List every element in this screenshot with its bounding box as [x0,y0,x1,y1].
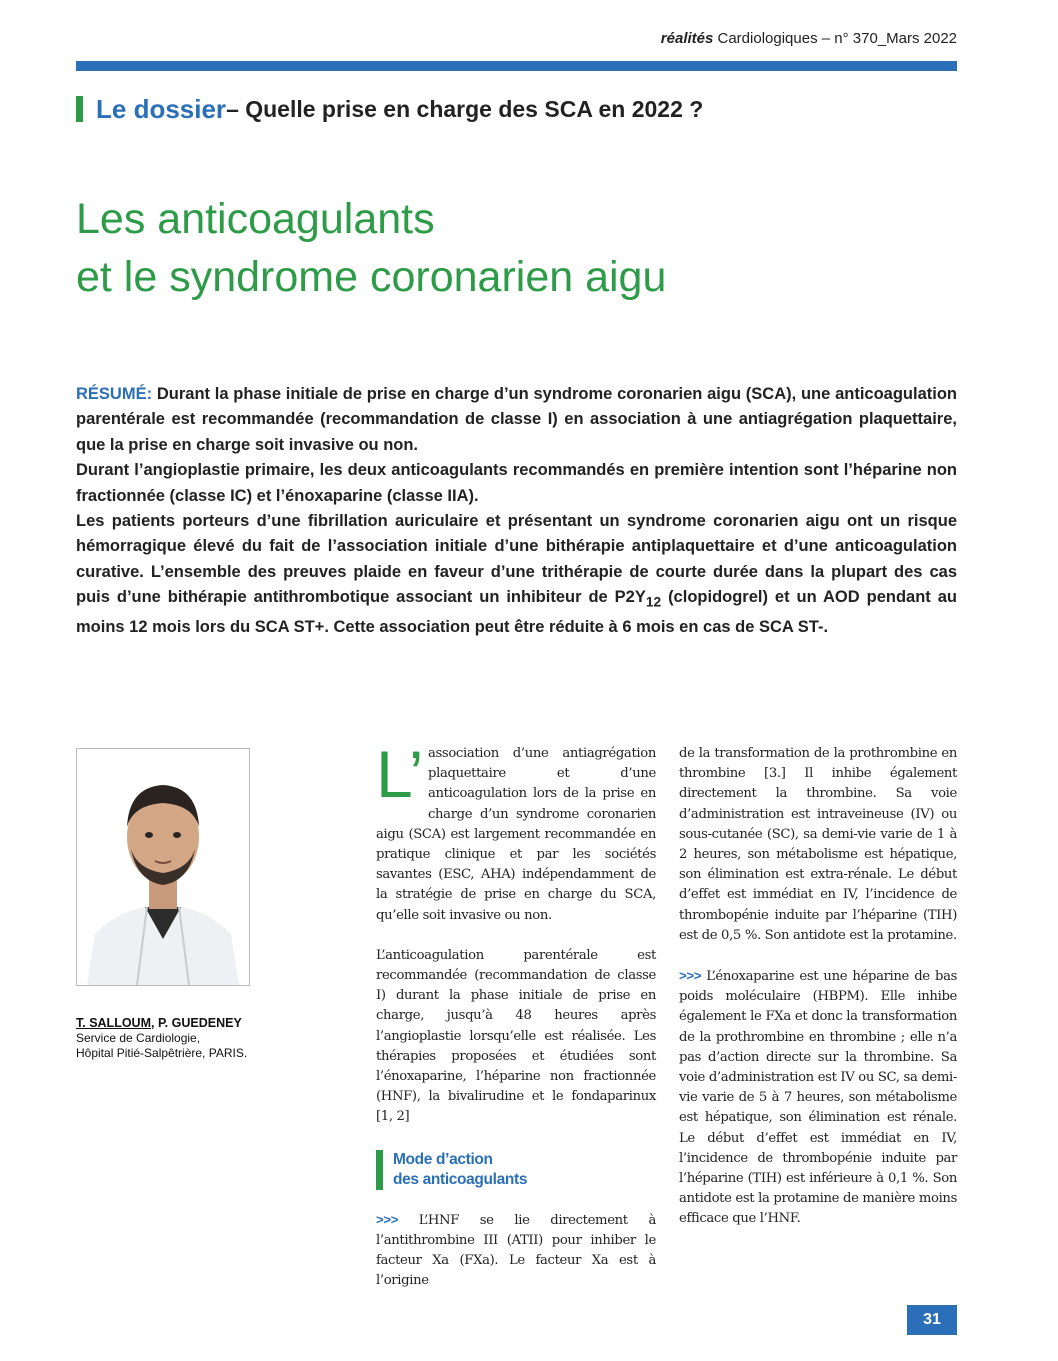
dossier-heading [76,92,703,126]
body-column-2 [679,744,957,1230]
title-line-2: et le syndrome coronarien aigu [76,253,667,301]
abstract-paragraph-1: RÉSUMÉ: Durant la phase initiale de prise en charge d’un syndrome coronarien aigu (SCA), une anticoagulation parentérale est recommandée (recommandation de classe I) en association à une antiagrégation plaquettaire, que la prise en charge soit invasive ou non. [76,385,957,454]
body-paragraph-3b: de la transformation de la prothrombine en thrombine [3.] Il inhibe également directement la thrombine. Sa voie d’administration est intraveineuse (IV) ou sous-cutanée (SC), sa demi-vie varie de 1 à 2 heures, son métabolisme est hépatique, son élimination est extra-rénale. Le début d’effet est immédiat en IV, l’incidence de thrombopénie induite par l’héparine (TIH) est de 0,5 %. Son antidote est la protamine. [679,746,957,943]
journal-name: réalités [660,30,714,47]
author-2: P. GUEDENEY [157,1016,242,1030]
arrow-marker: >>> [679,968,702,984]
abstract-paragraph-3: Les patients porteurs d’une fibrillation auriculaire et présentant un syndrome coronarien aigu ont un risque hémorragique élevé du fait de l’association initiale d’une bithérapie antiplaquettaire et d’une anticoagulation curative. L’ensemble des preuves plaide en faveur d’une trithérapie de courte durée dans la plupart des cas puis d’une bithérapie antithrombotique associant un inhibiteur de $P2Y_{12}$ (clopidogrel) et un AOD pendant au moins 12 mois lors du SCA ST+. Cette association peut être réduite à 6 mois en cas de SCA ST-. [76,512,957,636]
title-line-1: Les anticoagulants [76,195,435,243]
section-marker [376,1150,383,1190]
author-block [76,1016,247,1061]
drop-cap: L’ [376,737,424,811]
body-paragraph-2: L’anticoagulation parentérale est recommandée (recommandation de classe I) durant la phase initiale de prise en charge, jusqu’à 48 heures après l’angioplastie lorsqu’elle est réalisée. Les thérapies proposées et étudiées sont l’énoxaparine, l’héparine non fractionnée (HNF), la bivalirudine et le fondaparinux [1, 2] [376,947,656,1125]
body-paragraph-4: >>> L’énoxaparine est une héparine de bas poids moléculaire (HBPM). Elle inhibe également le FXa et donc la transformation de la prothrombine en thrombine ; elle n’a pas d’action directe sur la thrombine. Sa voie d’administration est IV ou SC, sa demi-vie varie de 5 à 7 heures, son métabolisme est hépatique, son élimination est rénale. Le début d’effet est immédiat en IV, l’incidence de thrombopénie induite par l’héparine (TIH) est inférieure à 0,1 %. Son antidote est la protamine de manière moins efficace que l’HNF. [679,968,957,1227]
section-heading-line-2: des anticoagulants [393,1170,528,1188]
abstract-lead: RÉSUMÉ: [76,385,153,403]
author-1: T. SALLOUM [76,1016,151,1030]
body-paragraph-1: L’ association d’une antiagrégation plaquettaire et d’une anticoagulation lors de la prise en charge d’un syndrome coronarien aigu (SCA) est largement recommandée en pratique clinique et par les sociétés savantes (ESC, AHA) indépendamment de la stratégie de prise en charge du SCA, qu’elle soit invasive ou non. [376,737,656,923]
body-paragraph-3a: >>> L’HNF se lie directement à l’antithrombine III (ATII) pour inhiber le facteur Xa (FXa). Le facteur Xa est à l’origine [376,1211,656,1289]
header-rule [76,61,957,71]
dossier-label: Le dossier [96,93,227,124]
page-number: 31 [907,1305,957,1335]
author-affiliation-2: Hôpital Pitié-Salpêtrière, PARIS. [76,1046,248,1060]
journal-issue: Cardiologiques – n° 370_Mars 2022 [713,30,957,47]
abstract [76,382,957,640]
section-heading [376,1150,656,1190]
dossier-topic: – Quelle prise en charge des SCA en 2022 ? [226,95,704,122]
author-affiliation-1: Service de Cardiologie, [76,1031,201,1045]
section-heading-line-1: Mode d’action [393,1150,493,1168]
abstract-paragraph-2: Durant l’angioplastie primaire, les deux anticoagulants recommandés en première intention sont l’héparine non fractionnée (classe IC) et l’énoxaparine (classe IIA). [76,461,957,505]
article-title [76,190,666,306]
author-names: T. SALLOUM, P. GUEDENEY [76,1016,242,1030]
arrow-marker: >>> [376,1211,399,1227]
dossier-marker [76,96,83,122]
journal-header [661,30,957,47]
body-column-1 [376,737,656,1291]
author-photo [76,748,250,986]
